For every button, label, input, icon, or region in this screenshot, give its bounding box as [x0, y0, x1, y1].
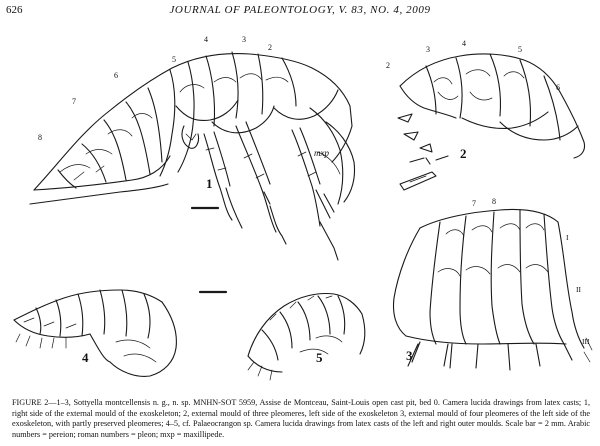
panel-1-segment-3-label: 3 — [242, 35, 246, 44]
panel-1-segment-5-label: 5 — [172, 55, 176, 64]
page-number: 626 — [6, 4, 23, 16]
panel-2-label: 2 — [460, 146, 467, 161]
figure-caption-label: FIGURE 2 — [12, 398, 49, 407]
panel-3-label: 3 — [406, 348, 413, 363]
panel-3-pleomere-II-label: II — [576, 285, 581, 294]
panel-3-pleomere-III-label: III — [582, 337, 590, 346]
panel-1-drawing — [30, 52, 355, 260]
journal-running-header: JOURNAL OF PALEONTOLOGY, V. 83, NO. 4, 2009 — [169, 4, 431, 16]
panel-5-label: 5 — [316, 350, 323, 365]
panel-1-label: 1 — [206, 176, 213, 191]
figure-caption-text: —1–3, Sottyella montcellensis n. g., n. sp. MNHN-SOT 5959, Assise de Montceau, Saint-Louis open cast pit, bed 0. Camera lucida drawings from latex casts; 1, right side of the external mould of the exoskeleton; 2, external mould of three pleomeres, left side of the exoskeleton 3, external mould of four pleomeres of the left side of the exoskeleton, with partly preserved pleomeres; 4–5, cf. Palaeocrangon sp. Camera lucida drawings from latex casts of the left and right outer moulds. Scale bar = 2 mm. Arabic numbers = pereion; roman numbers = pleon; mxp = maxillipede. — [12, 398, 590, 439]
panel-2-drawing — [398, 54, 585, 190]
panel-1-segment-7-label: 7 — [72, 97, 76, 106]
panel-3-segment-7-label: 7 — [472, 199, 476, 208]
camera-lucida-figure — [0, 22, 600, 390]
panel-3-drawing — [394, 210, 593, 371]
panel-2-segment-2-label: 2 — [386, 61, 390, 70]
panel-1-segment-8-label: 8 — [38, 133, 42, 142]
panel-1-mxp-label: mxp — [314, 148, 329, 158]
panel-2-segment-5-label: 5 — [518, 45, 522, 54]
panel-1-segment-6-label: 6 — [114, 71, 118, 80]
panel-1-segment-4-label: 4 — [204, 35, 208, 44]
panel-5-drawing — [248, 294, 365, 381]
panel-1-segment-2-label: 2 — [268, 43, 272, 52]
panel-4-label: 4 — [82, 350, 89, 365]
panel-2-segment-6-label: 6 — [556, 83, 560, 92]
panel-2-segment-3-label: 3 — [426, 45, 430, 54]
panel-2-segment-4-label: 4 — [462, 39, 466, 48]
panel-3-segment-8-label: 8 — [492, 197, 496, 206]
panel-4-drawing — [14, 290, 176, 376]
figure-caption — [12, 398, 590, 440]
panel-3-pleomere-I-label: I — [566, 233, 569, 242]
